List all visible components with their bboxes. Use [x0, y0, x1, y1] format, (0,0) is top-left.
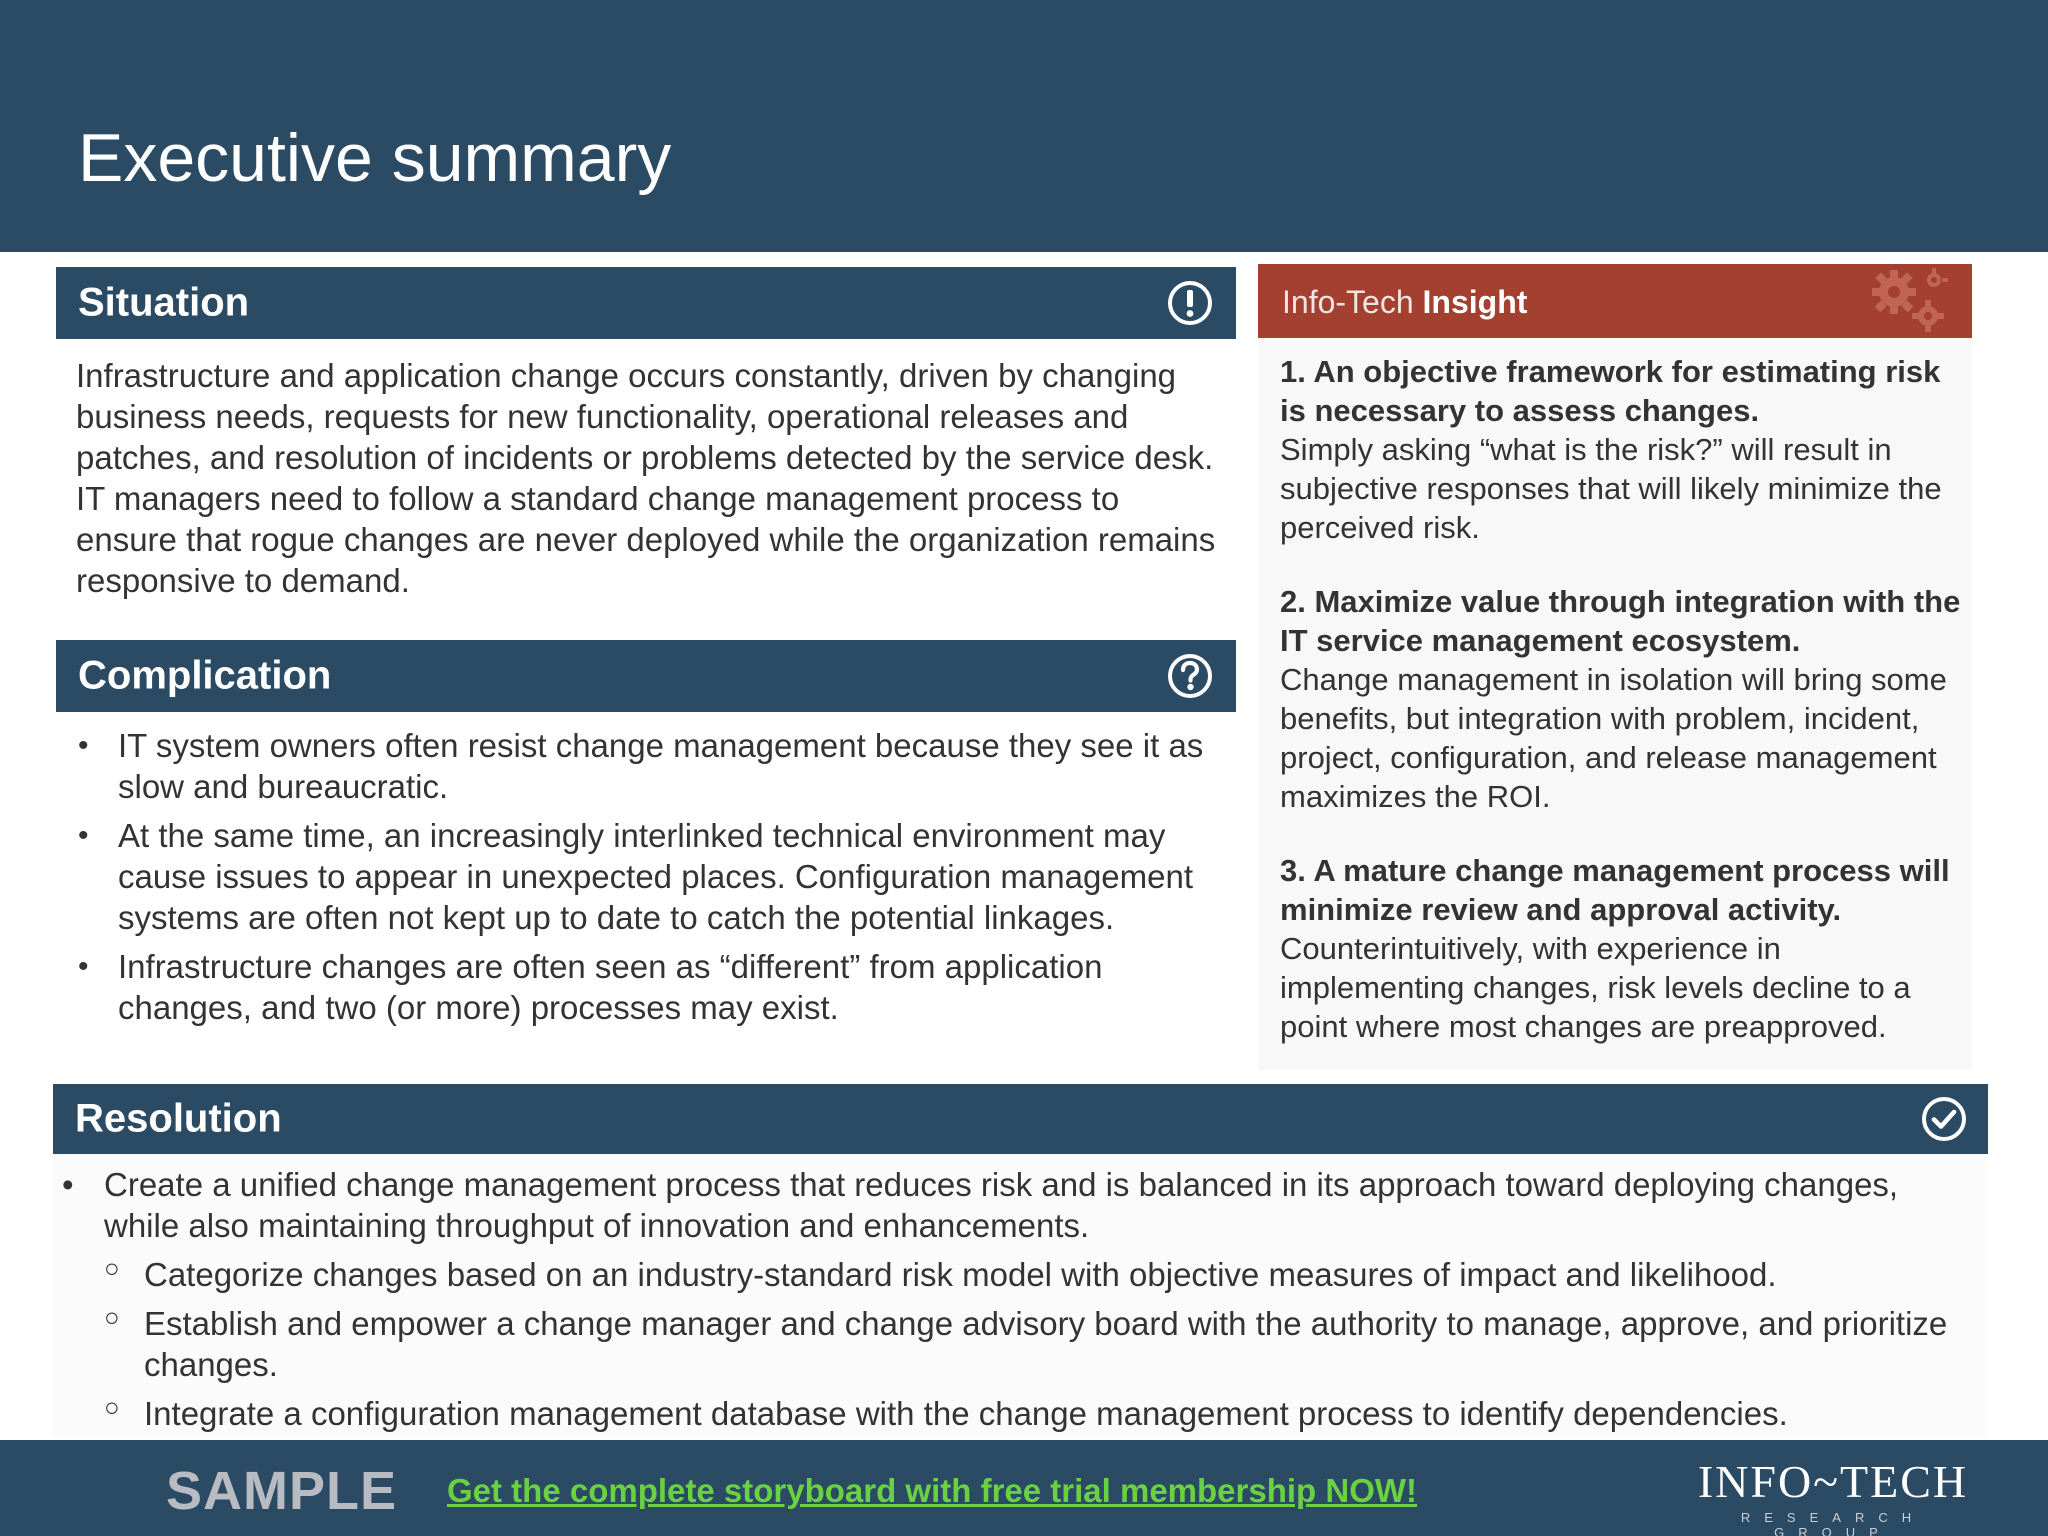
trial-membership-link[interactable]: Get the complete storyboard with free trial membership NOW! — [447, 1472, 1418, 1509]
situation-title: Situation — [78, 280, 250, 325]
insight-panel — [1258, 264, 1972, 1070]
info-tech-logo — [1688, 1458, 1978, 1536]
insight-header — [1258, 264, 1972, 338]
logo-sub: RESEARCH GROUP — [1740, 1510, 1926, 1536]
header-banner — [0, 0, 2048, 252]
resolution-sub: Establish and empower a change manager and change advisory board with the authority to manage, approve, and prioritize changes. — [144, 1305, 1948, 1383]
insight-brand-bold: Insight — [1422, 284, 1528, 320]
bullet-dot: • — [78, 950, 89, 983]
insight-text: Simply asking “what is the risk?” will result in subjective responses that will likely minimize the perceived risk. — [1280, 432, 1942, 545]
situation-text: Infrastructure and application change occurs constantly, driven by changing business needs, requests for new functionality, operational releases and patches, and resolution of incidents or problems detected by the service desk. IT managers need to follow a standard change management process to ensure that rogue changes are never deployed while the organization remains responsive to demand. — [76, 357, 1216, 599]
insight-item — [1280, 851, 1970, 1046]
insight-heading: 1. An objective framework for estimating risk is necessary to assess changes. — [1280, 354, 1941, 428]
list-item — [58, 1303, 1958, 1385]
insight-heading: 3. A mature change management process will minimize review and approval activity. — [1280, 853, 1950, 927]
list-item — [76, 946, 1226, 1028]
insight-brand-prefix: Info-Tech — [1282, 284, 1423, 320]
insight-item — [1280, 582, 1970, 816]
complication-list — [76, 725, 1226, 1036]
resolution-list — [58, 1164, 1958, 1442]
sub-bullet-circle: ○ — [104, 1392, 120, 1422]
gears-icon — [1864, 264, 1954, 338]
list-item — [58, 1393, 1958, 1434]
sample-label: SAMPLE — [166, 1461, 398, 1521]
bullet-dot: • — [78, 819, 89, 852]
resolution-sub: Integrate a configuration management database with the change management process to identify dependencies. — [144, 1395, 1788, 1432]
complication-header — [56, 640, 1236, 712]
insight-brand — [1282, 284, 1527, 321]
exclamation-circle-icon — [1166, 279, 1214, 327]
situation-header — [56, 267, 1236, 339]
question-circle-icon — [1166, 652, 1214, 700]
sub-bullet-circle: ○ — [104, 1302, 120, 1332]
list-item — [76, 815, 1226, 938]
resolution-header — [53, 1084, 1988, 1154]
insight-body — [1280, 352, 1970, 1081]
complication-bullet: Infrastructure changes are often seen as “different” from application changes, and two (or more) processes may exist. — [118, 948, 1103, 1026]
bullet-dot: • — [62, 1166, 74, 1203]
list-item — [76, 725, 1226, 807]
resolution-main: Create a unified change management process that reduces risk and is balanced in its approach toward deploying changes, while also maintaining throughput of innovation and enhancements. — [104, 1166, 1899, 1244]
complication-title: Complication — [78, 653, 332, 698]
insight-text: Change management in isolation will bring some benefits, but integration with problem, incident, project, configuration, and release management maximizes the ROI. — [1280, 662, 1947, 814]
list-item — [58, 1254, 1958, 1295]
complication-bullet: At the same time, an increasingly interlinked technical environment may cause issues to appear in unexpected places. Configuration management systems are often not kept up to date to catch the potential linkages. — [118, 817, 1194, 936]
list-item — [58, 1164, 1958, 1246]
page-title: Executive summary — [78, 120, 672, 196]
insight-item — [1280, 352, 1970, 547]
logo-main: INFO~TECH — [1697, 1456, 1969, 1507]
sub-bullet-circle: ○ — [104, 1253, 120, 1283]
bullet-dot: • — [78, 729, 89, 762]
check-circle-icon — [1920, 1095, 1968, 1143]
insight-heading: 2. Maximize value through integration with the IT service management ecosystem. — [1280, 584, 1961, 658]
footer-bar — [0, 1440, 2048, 1536]
complication-bullet: IT system owners often resist change management because they see it as slow and bureaucratic. — [118, 727, 1204, 805]
resolution-title: Resolution — [75, 1096, 282, 1141]
resolution-sub: Categorize changes based on an industry-standard risk model with objective measures of impact and likelihood. — [144, 1256, 1777, 1293]
insight-text: Counterintuitively, with experience in implementing changes, risk levels decline to a point where most changes are preapproved. — [1280, 931, 1911, 1044]
